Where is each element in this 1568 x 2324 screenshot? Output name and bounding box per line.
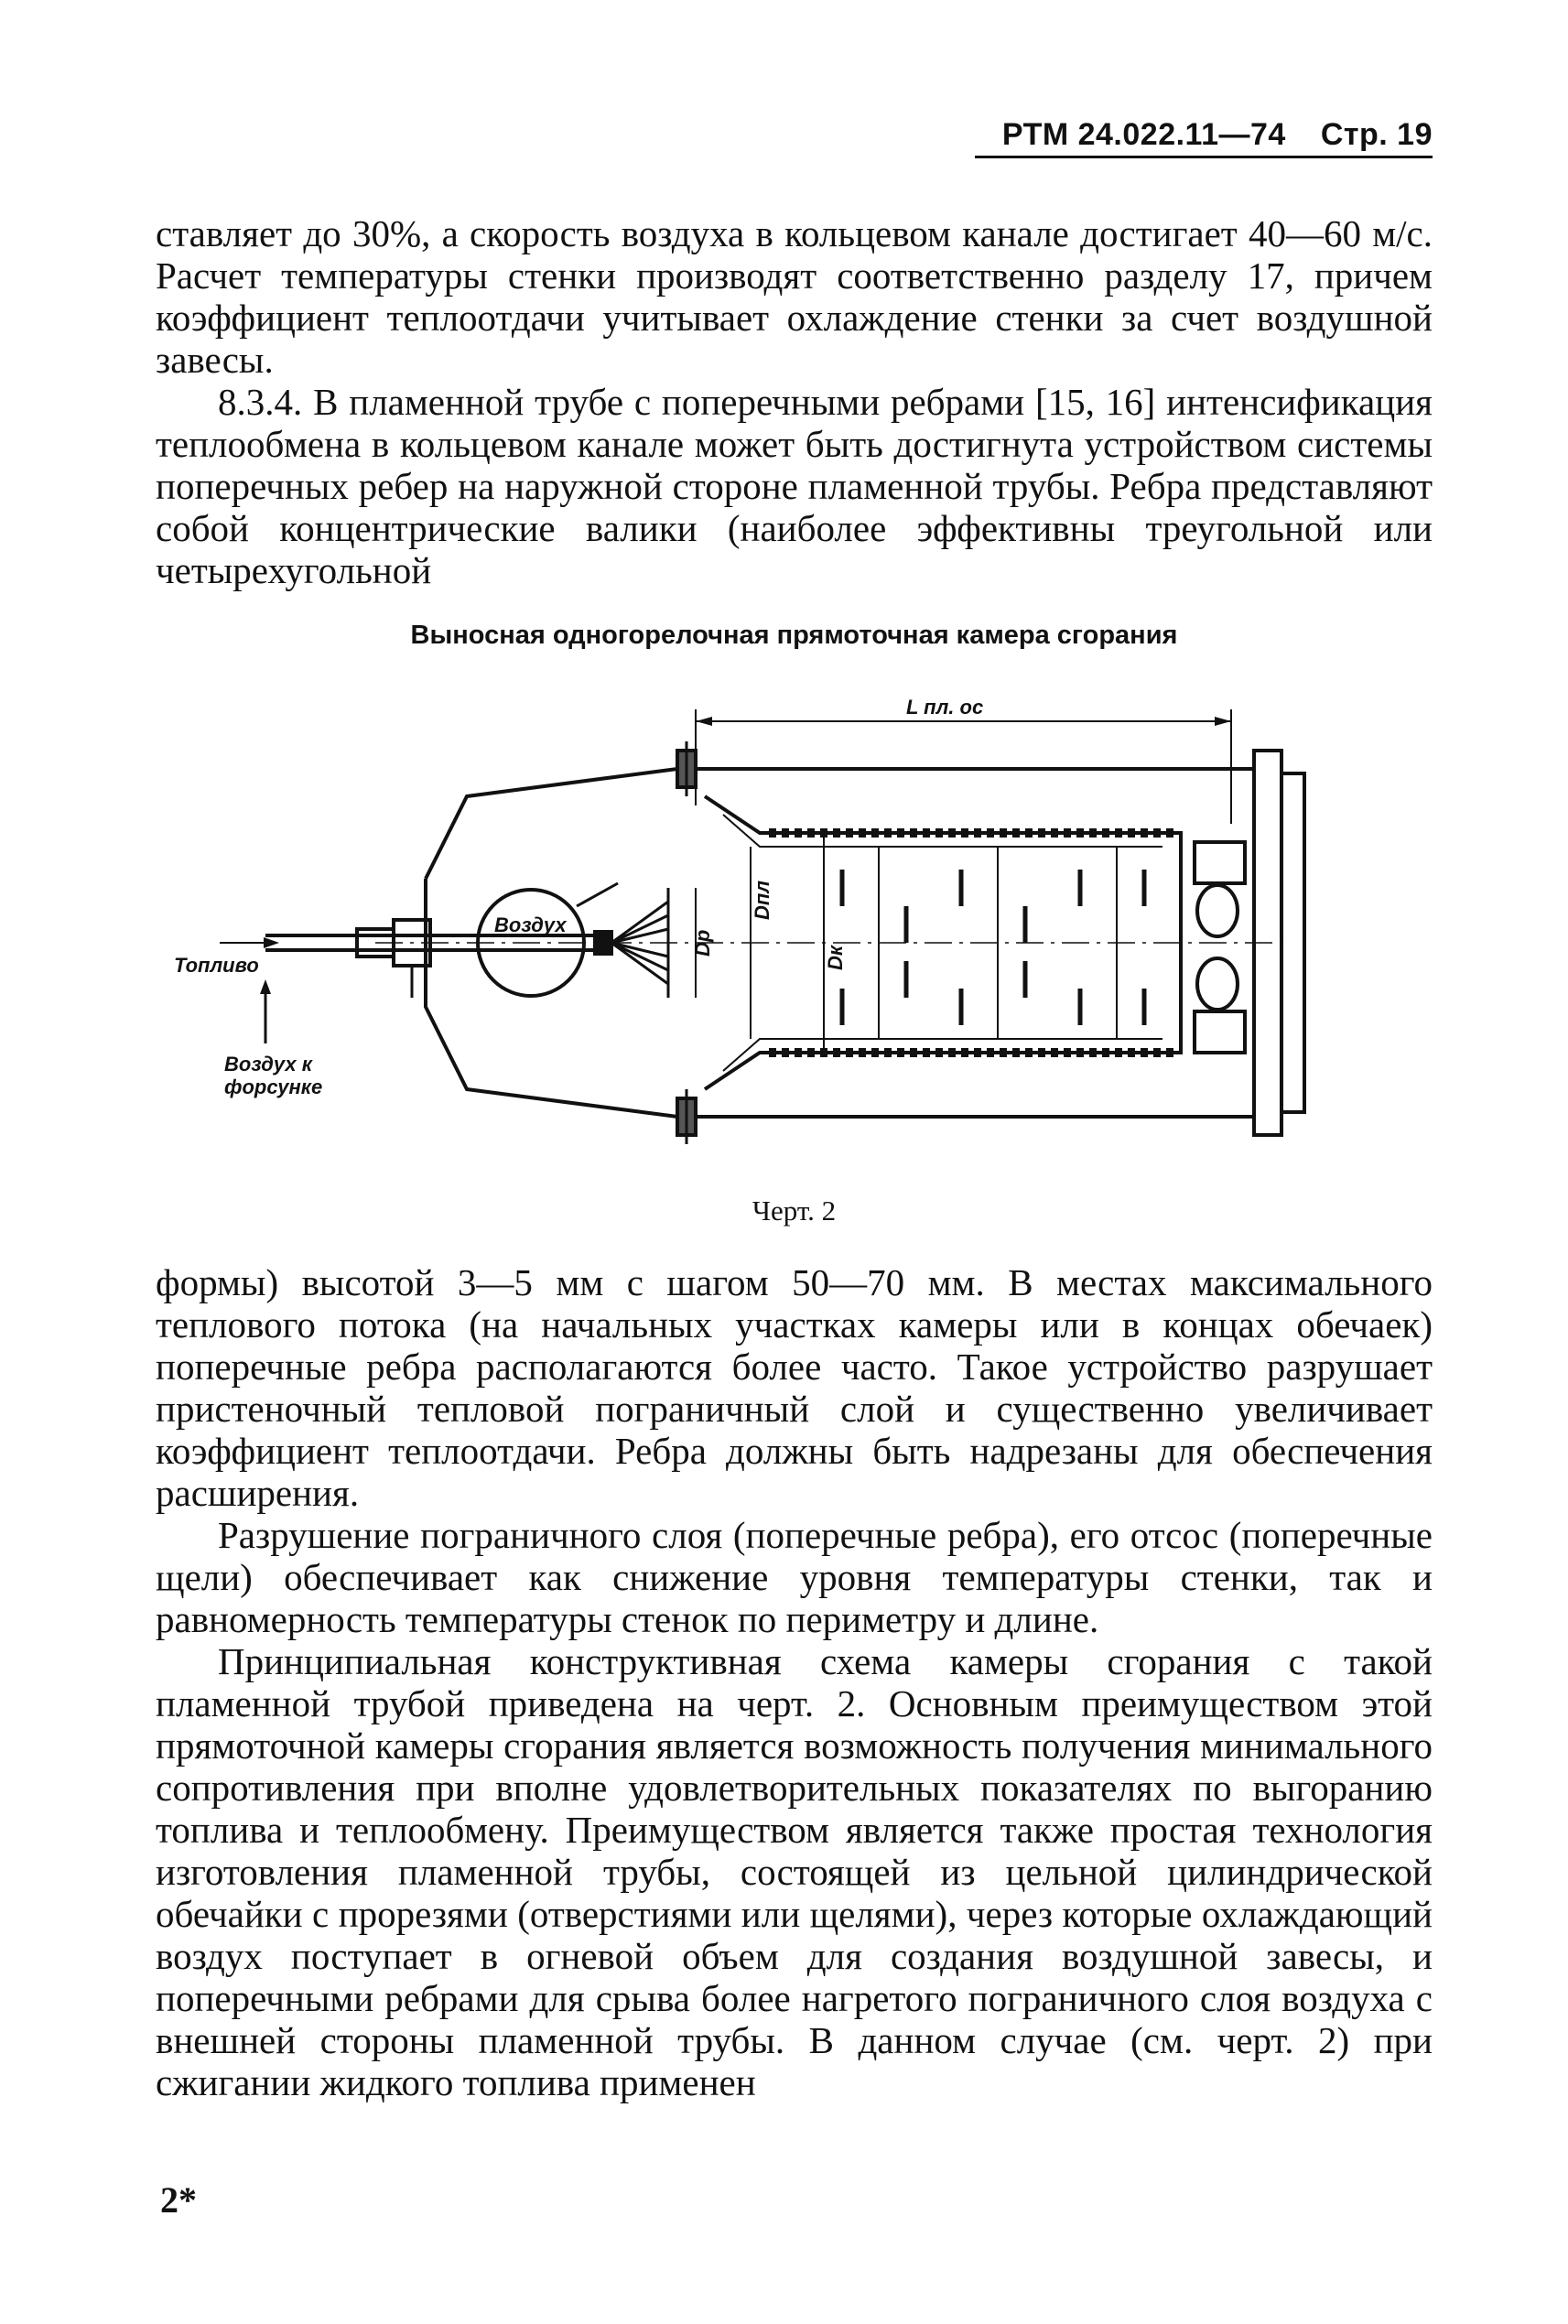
paragraph: 8.3.4. В пламенной трубе с поперечными ребрами [15, 16] интенсификация теплообмена в кольцевом канале может быть достигнута устройством системы поперечных ребер на наружной стороне пламенной трубы. Ребра представляют собой концентрические валики (наиболее эффективны треугольной или четырехугольной: [156, 381, 1433, 591]
combustion-chamber-drawing: [174, 696, 1355, 1172]
body-text-top: [156, 212, 1433, 591]
air-to-injector-label-1: Воздух к: [224, 1053, 312, 1076]
porthole-upper: [1197, 885, 1238, 936]
paragraph: Разрушение пограничного слоя (поперечные ребра), его отсос (поперечные щели) обеспечивает как снижение уровня температуры стенки, так и равномерность температуры стенок по периметру и длине.: [156, 1514, 1433, 1640]
length-label: L пл. ос: [906, 696, 984, 719]
header-rule: [975, 156, 1433, 158]
outer-casing-top: [426, 769, 1254, 879]
running-header: [1002, 117, 1433, 153]
porthole-lower: [1197, 958, 1238, 1010]
dk-label: Dк: [824, 945, 847, 970]
air-to-injector-label-2: форсунке: [224, 1076, 323, 1098]
page-label: Стр. 19: [1320, 117, 1433, 152]
body-text-bottom: [156, 1261, 1433, 2103]
paragraph: формы) высотой 3—5 мм с шагом 50—70 мм. В местах максимального теплового потока (на начальных участках камеры или в концах обечаек) поперечные ребра располагаются более часто. Такое устройство разрушает пристеночный тепловой пограничный слой и существенно увеличивает коэффициент теплоотдачи. Ребра должны быть надрезаны для обеспечения расширения.: [156, 1261, 1433, 1514]
dpl-label: Dпл: [751, 880, 773, 920]
figure-caption: Черт. 2: [752, 1194, 837, 1227]
paragraph: Принципиальная конструктивная схема камеры сгорания с такой пламенной трубой приведена на черт. 2. Основным преимуществом этой прямоточной камеры сгорания является возможность получения минимального сопротивления при вполне удовлетворительных показателях по выгоранию топлива и теплообмену. Преимуществом является также простая технология изготовления пламенной трубы, состоящей из цельной цилиндрической обечайки с прорезями (отверстиями или щелями), через которые охлаждающий воздух поступает в огневой объем для создания воздушной завесы, и поперечными ребрами для срыва более нагретого пограничного слоя воздуха с внешней стороны пламенной трубы. В данном случае (см. черт. 2) при сжигании жидкого топлива применен: [156, 1640, 1433, 2103]
figure-title: Выносная одногорелочная прямоточная камера сгорания: [410, 621, 1178, 650]
air-label: Воздух: [494, 913, 567, 936]
paragraph: ставляет до 30%, а скорость воздуха в кольцевом канале достигает 40—60 м/с. Расчет температуры стенки производят соответственно разделу 17, причем коэффициент теплоотдачи учитывает охлаждение стенки за счет воздушной завесы.: [156, 212, 1433, 381]
fuel-label: Топливо: [174, 954, 259, 977]
dp-label: Dр: [691, 929, 714, 957]
document-code: РТМ 24.022.11—74: [1001, 117, 1286, 152]
page-number: 2*: [160, 2179, 197, 2221]
